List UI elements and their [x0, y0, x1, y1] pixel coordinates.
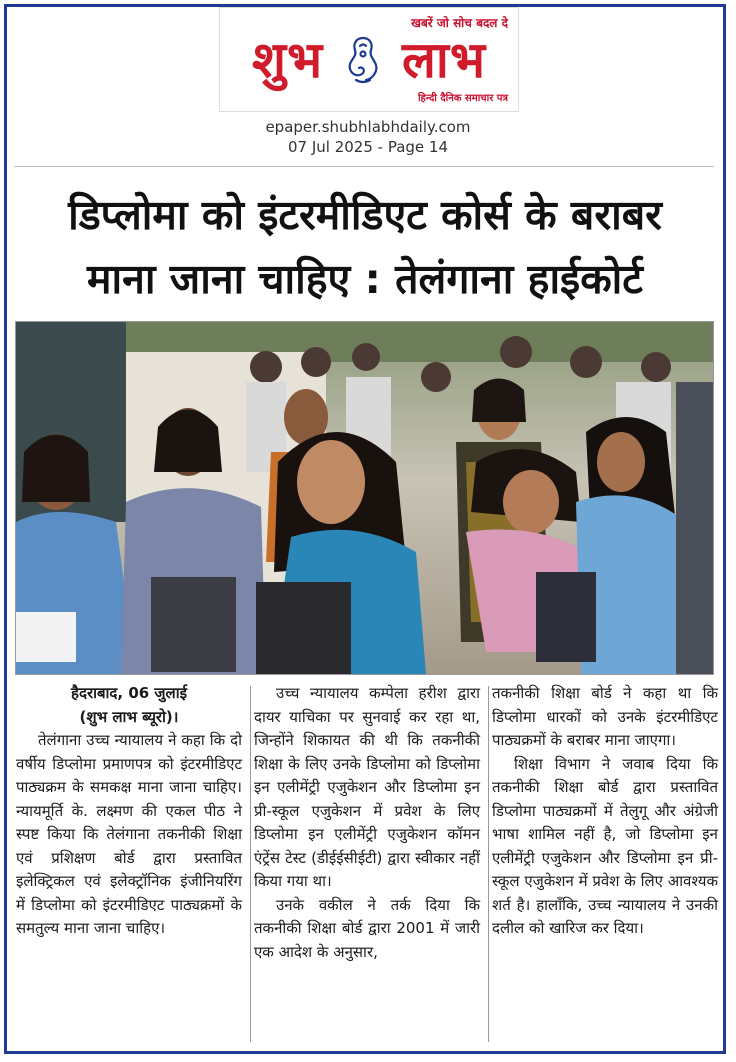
article-paragraph: उच्च न्यायालय कम्पेला हरीश द्वारा दायर याचिका पर सुनवाई कर रहा था, जिन्होंने शिकायत की थी कि तकनीकी शिक्षा के लिए उनके डिप्लोमा को डिप्लोमा इन एलीमेंट्री एजुकेशन और डिप्लोमा इन प्री-स्कूल एजुकेशन में प्रवेश के लिए डिप्लोमा इन एलीमेंट्री एजुकेशन कॉमन एंट्रेंस टेस्ट (डीईईसीईटी) द्वारा स्वीकार नहीं किया गया था। — [254, 684, 480, 890]
article-body — [14, 682, 716, 1046]
masthead-subline: हिन्दी दैनिक समाचार पत्र — [417, 93, 508, 104]
column-divider — [250, 686, 251, 1042]
article-column-2 — [254, 682, 480, 1046]
article-column-1 — [16, 682, 242, 1046]
header-divider — [14, 166, 714, 167]
logo-text-right: लाभ — [402, 30, 486, 89]
ganesha-emblem-icon — [344, 34, 382, 86]
epaper-url[interactable]: epaper.shubhlabhdaily.com — [265, 118, 471, 136]
article-paragraph: शिक्षा विभाग ने जवाब दिया कि तकनीकी शिक्षा बोर्ड द्वारा प्रस्तावित डिप्लोमा पाठ्यक्रमों में तेलुगू और अंग्रेजी भाषा शामिल नहीं है, जो डिप्लोमा इन एलीमेंट्री एजुकेशन और डिप्लोमा इन प्री-स्कूल एजुकेशन में प्रवेश के लिए आवश्यक शर्त है। हालाँकि, उच्च न्यायालय ने उनकी दलील को खारिज कर दिया। — [492, 754, 718, 937]
students-photo — [15, 321, 714, 675]
logo-text-left: शुभ — [252, 30, 324, 89]
logo — [220, 26, 518, 90]
masthead-tagline: खबरें जो सोच बदल दे — [411, 16, 508, 30]
article-dateline: हैदराबाद, 06 जुलाई — [71, 684, 187, 702]
column-divider — [488, 686, 489, 1042]
article-paragraph: तकनीकी शिक्षा बोर्ड ने कहा था कि डिप्लोमा धारकों को उनके इंटरमीडिएट पाठ्यक्रमों के बराबर माना जाएगा। — [492, 684, 718, 749]
article-column-3 — [492, 682, 718, 1046]
masthead[interactable] — [219, 7, 519, 112]
article-bureau: (शुभ लाभ ब्यूरो)। — [79, 707, 179, 726]
article-paragraph: तेलंगाना उच्च न्यायालय ने कहा कि दो वर्षीय डिप्लोमा प्रमाणपत्र को इंटरमीडिएट पाठ्यक्रम के समकक्ष माना जाना चाहिए।न्यायमूर्ति के. लक्ष्मण की एकल पीठ ने स्पष्ट किया कि तेलंगाना तकनीकी शिक्षा एवं प्रशिक्षण बोर्ड द्वारा प्रस्तावित इलेक्ट्रिकल एवं इलेक्ट्रॉनिक इंजीनियरिंग में डिप्लोमा को इंटरमीडिएट पाठ्यक्रमों के समतुल्य माना जाना चाहिए। — [16, 731, 242, 937]
headline-line-1: डिप्लोमा को इंटरमीडिएट कोर्स के बराबर — [68, 191, 662, 239]
headline-line-2: माना जाना चाहिए : तेलंगाना हाईकोर्ट — [87, 255, 643, 303]
edition-date-page: 07 Jul 2025 - Page 14 — [287, 138, 448, 156]
article-paragraph: उनके वकील ने तर्क दिया कि तकनीकी शिक्षा बोर्ड द्वारा 2001 में जारी एक आदेश के अनुसार, — [254, 895, 480, 961]
